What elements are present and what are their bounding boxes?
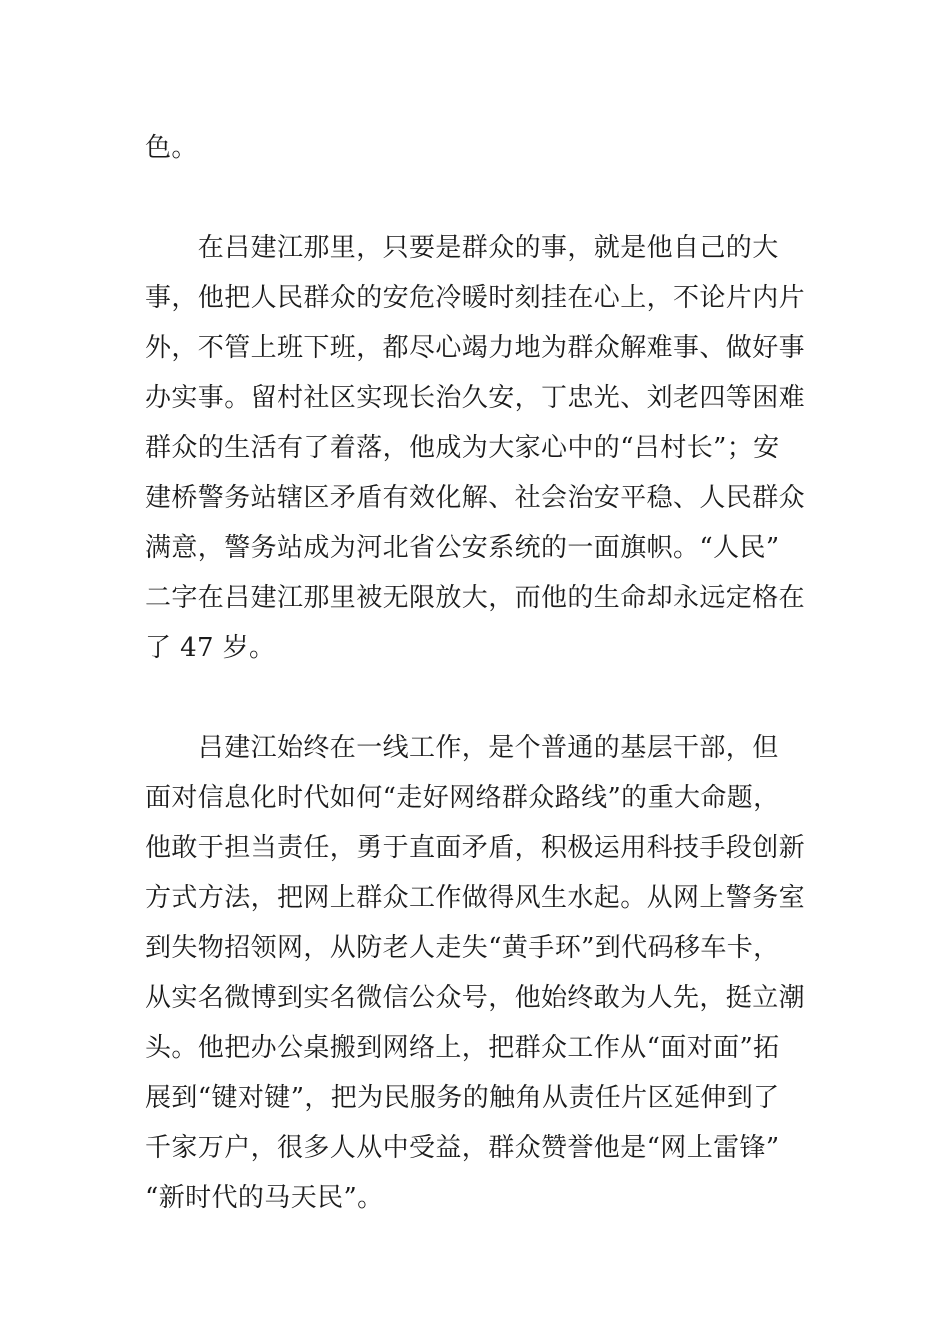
text-line: 在吕建江那里，只要是群众的事，就是他自己的大 <box>145 233 779 263</box>
text-line: 建桥警务站辖区矛盾有效化解、社会治安平稳、人民群众 <box>145 483 806 513</box>
text-line: 外，不管上班下班，都尽心竭力地为群众解难事、做好事 <box>145 333 806 363</box>
text-line: 了 47 岁。 <box>145 633 276 663</box>
text-line: 展到“键对键”，把为民服务的触角从责任片区延伸到了 <box>145 1083 780 1113</box>
text-line: 千家万户，很多人从中受益，群众赞誉他是“网上雷锋” <box>145 1133 780 1163</box>
text-line: 头。他把办公桌搬到网络上，把群众工作从“面对面”拓 <box>145 1033 780 1063</box>
text-line: 事，他把人民群众的安危冷暖时刻挂在心上，不论片内片 <box>145 283 806 313</box>
text-line: 他敢于担当责任，勇于直面矛盾，积极运用科技手段创新 <box>145 833 806 863</box>
text-line: 从实名微博到实名微信公众号，他始终敢为人先，挺立潮 <box>145 983 806 1013</box>
text-line: “新时代的马天民”。 <box>145 1183 384 1213</box>
text-line: 二字在吕建江那里被无限放大，而他的生命却永远定格在 <box>145 583 806 613</box>
text-line: 办实事。留村社区实现长治久安，丁忠光、刘老四等困难 <box>145 383 806 413</box>
text-line: 群众的生活有了着落，他成为大家心中的“吕村长”；安 <box>145 433 780 463</box>
text-line: 到失物招领网，从防老人走失“黄手环”到代码移车卡， <box>145 933 780 963</box>
text-line: 满意，警务站成为河北省公安系统的一面旗帜。“人民” <box>145 533 780 563</box>
text-line: 吕建江始终在一线工作，是个普通的基层干部，但 <box>145 733 779 763</box>
text-line: 色。 <box>145 133 198 163</box>
text-line: 面对信息化时代如何“走好网络群众路线”的重大命题， <box>145 783 780 813</box>
text-line: 方式方法，把网上群众工作做得风生水起。从网上警务室 <box>145 883 806 913</box>
